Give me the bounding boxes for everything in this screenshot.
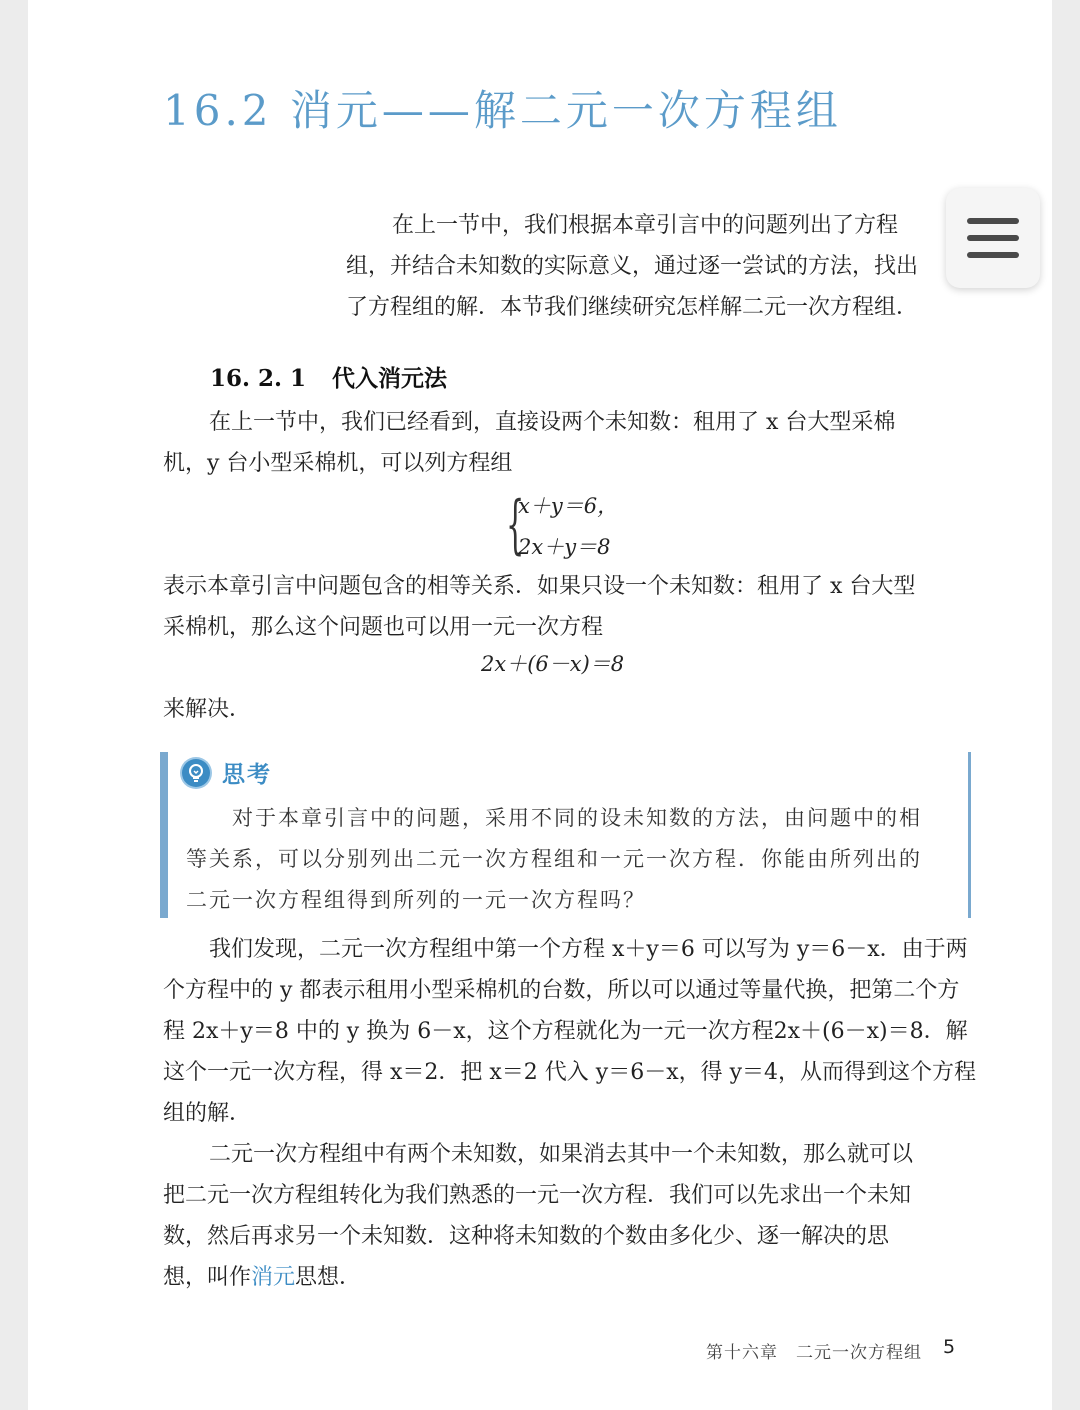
think-text bbox=[186, 798, 956, 921]
hamburger-menu-icon bbox=[965, 214, 1021, 262]
document-page bbox=[28, 0, 1052, 1410]
text-line: 组的解． bbox=[163, 1101, 252, 1126]
text-line: 程 2x＋y＝8 中的 y 换为 6－x，这个方程就化为一元一次方程2x＋(6－x)＝8．解 bbox=[163, 1019, 968, 1044]
intro-line: 在上一节中，我们根据本章引言中的问题列出了方程 bbox=[392, 213, 899, 238]
intro-line: 组，并结合未知数的实际意义，通过逐一尝试的方法，找出 bbox=[346, 254, 919, 279]
text-line: 二元一次方程组中有两个未知数，如果消去其中一个未知数，那么就可以 bbox=[209, 1142, 914, 1167]
system-equation-1: x＋y＝6， bbox=[518, 494, 619, 518]
page-title: 16.2 消元——解二元一次方程组 bbox=[163, 86, 842, 135]
text-line bbox=[163, 1257, 963, 1298]
paragraph-1 bbox=[163, 402, 963, 484]
text-line: 在上一节中，我们已经看到，直接设两个未知数：租用了 x 台大型采棉 bbox=[209, 410, 896, 435]
intro-line: 了方程组的解．本节我们继续研究怎样解二元一次方程组． bbox=[346, 295, 919, 320]
text-line: 把二元一次方程组转化为我们熟悉的一元一次方程．我们可以先求出一个未知 bbox=[163, 1183, 912, 1208]
think-label: 思考 bbox=[222, 761, 272, 788]
intro-paragraph bbox=[346, 205, 956, 328]
think-line: 等关系，可以分别列出二元一次方程组和一元一次方程．你能由所列出的 bbox=[186, 847, 922, 871]
page-number: 5 bbox=[943, 1336, 956, 1358]
lightbulb-icon bbox=[182, 759, 210, 787]
text-fragment: 思想． bbox=[295, 1265, 362, 1290]
text-line: 个方程中的 y 都表示租用小型采棉机的台数，所以可以通过等量代换，把第二个方 bbox=[163, 978, 960, 1003]
text-line: 采棉机，那么这个问题也可以用一元一次方程 bbox=[163, 615, 604, 640]
text-line: 来解决． bbox=[163, 697, 252, 722]
text-line: 表示本章引言中问题包含的相等关系．如果只设一个未知数：租用了 x 台大型 bbox=[163, 574, 916, 599]
text-line: 这个一元一次方程，得 x＝2．把 x＝2 代入 y＝6－x，得 y＝4，从而得到这个方程 bbox=[163, 1060, 977, 1085]
system-equation-2: 2x＋y＝8 bbox=[518, 535, 611, 559]
text-line: 数，然后再求另一个未知数．这种将未知数的个数由多化少、逐一解决的思 bbox=[163, 1224, 890, 1249]
think-header bbox=[182, 756, 272, 789]
think-line: 对于本章引言中的问题，采用不同的设未知数的方法，由问题中的相 bbox=[232, 806, 922, 830]
text-line: 我们发现，二元一次方程组中第一个方程 x＋y＝6 可以写为 y＝6－x．由于两 bbox=[209, 937, 968, 962]
text-fragment: 想，叫作 bbox=[163, 1265, 252, 1290]
menu-button[interactable] bbox=[946, 188, 1040, 288]
keyword-highlight: 消元 bbox=[251, 1265, 296, 1290]
section-number: 16. 2. 1 bbox=[210, 365, 307, 392]
left-brace: { bbox=[506, 488, 525, 562]
paragraph-3 bbox=[163, 929, 977, 1134]
think-line: 二元一次方程组得到所列的一元一次方程吗？ bbox=[186, 888, 646, 912]
paragraph-2-end bbox=[163, 689, 963, 730]
paragraph-4 bbox=[163, 1134, 963, 1298]
footer-chapter: 第十六章 二元一次方程组 bbox=[706, 1343, 922, 1363]
paragraph-2 bbox=[163, 566, 963, 648]
linear-equation: 2x＋(6－x)＝8 bbox=[481, 652, 625, 676]
text-line: 机，y 台小型采棉机，可以列方程组 bbox=[163, 451, 513, 476]
section-heading bbox=[210, 360, 447, 393]
section-title: 代入消元法 bbox=[332, 365, 448, 392]
think-box bbox=[160, 752, 971, 918]
